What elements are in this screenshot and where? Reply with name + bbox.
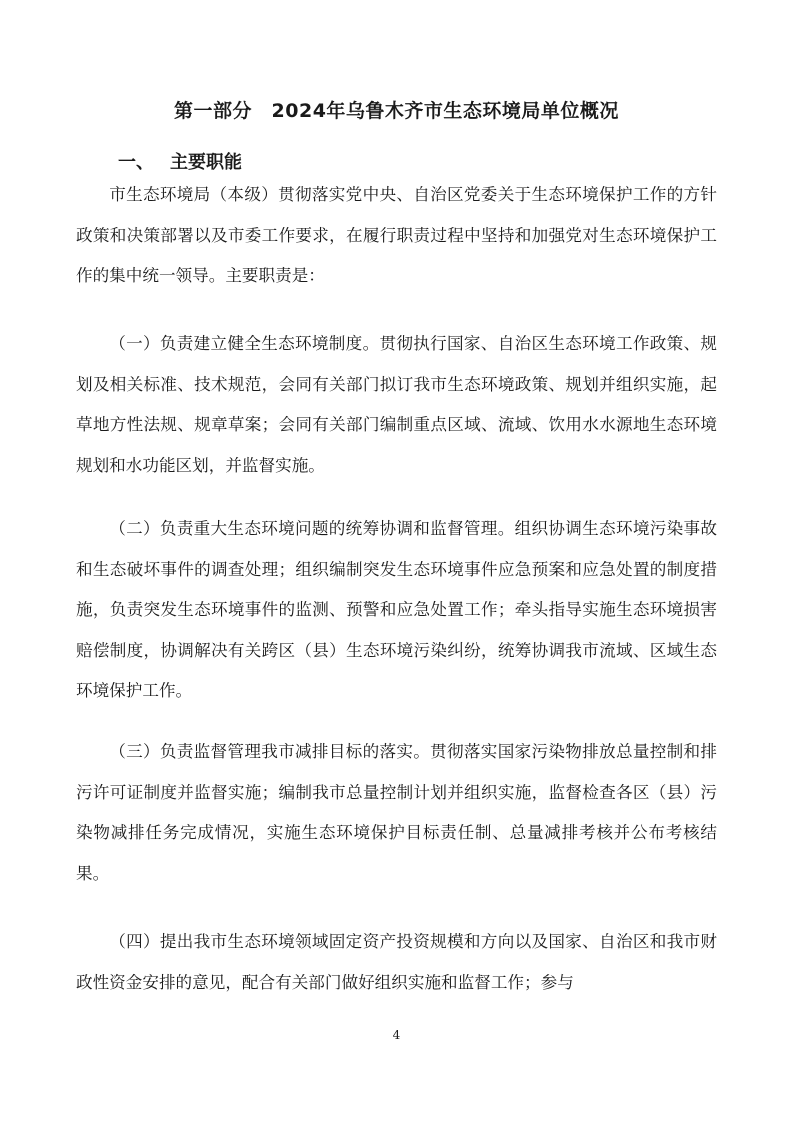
duty-paragraph-3: （三）负责监督管理我市减排目标的落实。贯彻落实国家污染物排放总量控制和排污许可证制度并监督实施；编制我市总量控制计划并组织实施，监督检查各区（县）污染物减排任务完成情况，实施生态环境保护目标责任制、总量减排考核并公布考核结果。 bbox=[76, 742, 717, 883]
duty-paragraph-4: （四）提出我市生态环境领域固定资产投资规模和方向以及国家、自治区和我市财政性资金安排的意见，配合有关部门做好组织实施和监督工作；参与 bbox=[76, 932, 717, 992]
page-title: 第一部分 2024年乌鲁木齐市生态环境局单位概况 bbox=[174, 100, 619, 122]
intro-paragraph: 市生态环境局（本级）贯彻落实党中央、自治区党委关于生态环境保护工作的方针政策和决策部署以及市委工作要求，在履行职责过程中坚持和加强党对生态环境保护工作的集中统一领导。主要职责是： bbox=[76, 185, 717, 285]
section-number: 一、 bbox=[118, 152, 154, 173]
duty-paragraph-2: （二）负责重大生态环境问题的统筹协调和监督管理。组织协调生态环境污染事故和生态破坏事件的调查处理；组织编制突发生态环境事件应急预案和应急处置的制度措施，负责突发生态环境事件的监测、预警和应急处置工作；牵头指导实施生态环境损害赔偿制度，协调解决有关跨区（县）生态环境污染纠纷，统筹协调我市流域、区域生态环境保护工作。 bbox=[76, 519, 717, 700]
section-heading-text: 主要职能 bbox=[170, 152, 242, 173]
duty-paragraph-1: （一）负责建立健全生态环境制度。贯彻执行国家、自治区生态环境工作政策、规划及相关标准、技术规范，会同有关部门拟订我市生态环境政策、规划并组织实施，起草地方性法规、规章草案；会同有关部门编制重点区域、流域、饮用水水源地生态环境规划和水功能区划，并监督实施。 bbox=[76, 334, 717, 475]
page-number: 4 bbox=[392, 1028, 401, 1042]
section-heading bbox=[118, 148, 242, 174]
